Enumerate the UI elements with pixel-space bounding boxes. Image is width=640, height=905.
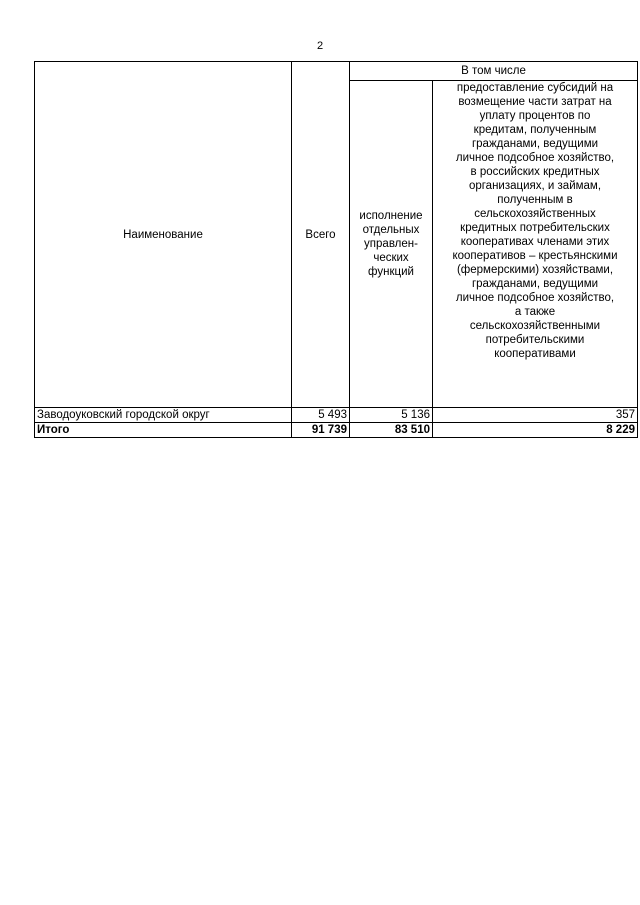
header-col2-line: кооперативах членами этих bbox=[460, 236, 610, 248]
cell-total: 91 739 bbox=[292, 423, 350, 438]
data-table bbox=[34, 61, 638, 438]
cell-col1: 5 136 bbox=[350, 408, 433, 423]
header-col2-line: личное подсобное хозяйство, bbox=[455, 292, 615, 304]
header-col2-line: сельскохозяйственных bbox=[474, 208, 596, 220]
header-total: Всего bbox=[292, 62, 350, 408]
header-col2-line: уплату процентов по bbox=[479, 110, 591, 122]
header-row-top bbox=[35, 62, 638, 81]
header-col2-line: предоставление субсидий на bbox=[456, 82, 614, 94]
table-row bbox=[35, 408, 638, 423]
cell-col2: 357 bbox=[433, 408, 638, 423]
header-col2-line: (фермерскими) хозяйствами, bbox=[456, 264, 614, 276]
header-col1-line: отдельных bbox=[362, 224, 420, 236]
header-col2-line: кредитам, полученным bbox=[473, 124, 597, 136]
header-col1-line: функций bbox=[368, 266, 414, 278]
cell-name: Заводоуковский городской округ bbox=[35, 408, 292, 423]
header-col1 bbox=[350, 81, 433, 408]
header-col2-line: организациях, и займам, bbox=[468, 180, 602, 192]
cell-col2: 8 229 bbox=[433, 423, 638, 438]
header-col2 bbox=[433, 81, 638, 408]
cell-col1: 83 510 bbox=[350, 423, 433, 438]
cell-name: Итого bbox=[35, 423, 292, 438]
header-col1-line: ческих bbox=[373, 252, 409, 264]
header-col2-line: личное подсобное хозяйство, bbox=[455, 152, 615, 164]
header-col2-line: а также bbox=[514, 306, 556, 318]
page-number: 2 bbox=[316, 40, 324, 52]
totals-row bbox=[35, 423, 638, 438]
header-col1-line: управлен- bbox=[364, 238, 418, 250]
header-name: Наименование bbox=[35, 62, 292, 408]
header-col1-line: исполнение bbox=[359, 210, 423, 222]
header-col2-line: возмещение части затрат на bbox=[458, 96, 612, 108]
header-col2-line: гражданами, ведущими bbox=[471, 138, 599, 150]
header-col2-line: сельскохозяйственными bbox=[469, 320, 601, 332]
header-group: В том числе bbox=[350, 62, 638, 81]
header-col2-line: полученным в bbox=[497, 194, 573, 206]
header-col2-line: кредитных потребительских bbox=[460, 222, 610, 234]
header-col2-line: в российских кредитных bbox=[470, 166, 600, 178]
header-col2-line: кооперативов – крестьянскими bbox=[452, 250, 618, 262]
cell-total: 5 493 bbox=[292, 408, 350, 423]
header-col2-line: гражданами, ведущими bbox=[471, 278, 599, 290]
header-col2-line: потребительскими bbox=[485, 334, 585, 346]
header-col2-line: кооперативами bbox=[494, 348, 576, 360]
